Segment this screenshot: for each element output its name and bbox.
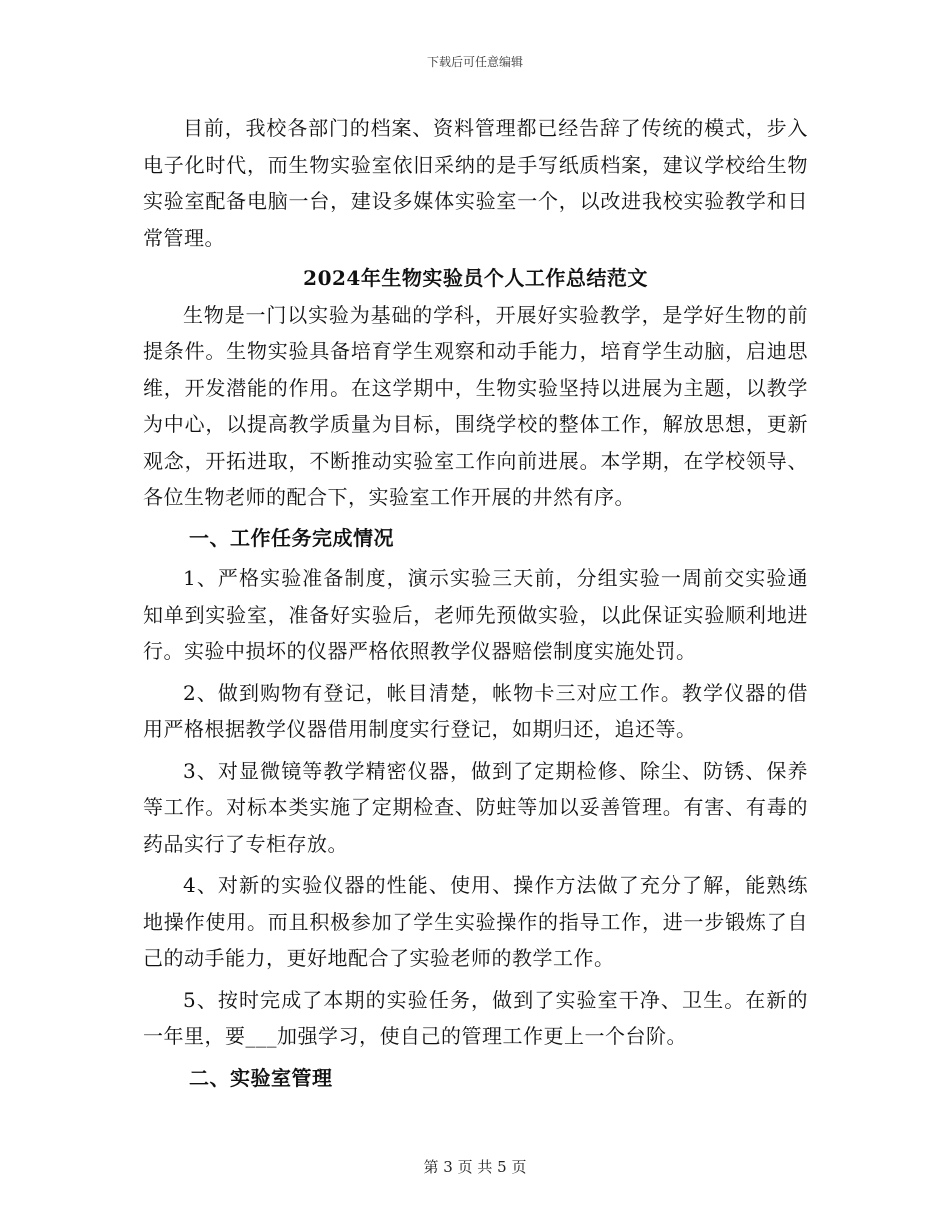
section-1-heading: 一、工作任务完成情况 [189,525,394,550]
section-1-item-1: 1、严格实验准备制度，演示实验三天前，分组实验一周前交实验通知单到实验室，准备好实验后，老师先预做实验，以此保证实验顺利地进行。实验中损坏的仪器严格依照教学仪器赔偿制度实施处罚。 [143,566,808,663]
section-1-item-2: 2、做到购物有登记，帐目清楚，帐物卡三对应工作。教学仪器的借用严格根据教学仪器借用制度实行登记，如期归还，追还等。 [143,680,808,741]
page-footer: 第 3 页 共 5 页 [423,1158,527,1176]
section-1-item-3: 3、对显微镜等教学精密仪器，做到了定期检修、除尘、防锈、保养等工作。对标本类实施了定期检查、防蛀等加以妥善管理。有害、有毒的药品实行了专柜存放。 [143,758,808,856]
section-1-item-5: 5、按时完成了本期的实验任务，做到了实验室干净、卫生。在新的一年里，要___加强学习，使自己的管理工作更上一个台阶。 [143,987,808,1048]
document-body [143,110,808,1100]
page-header: 下载后可任意编辑 [426,55,523,69]
intro-paragraph: 目前，我校各部门的档案、资料管理都已经告辞了传统的模式，步入电子化时代，而生物实验室依旧采纳的是手写纸质档案，建议学校给生物实验室配备电脑一台，建设多媒体实验室一个，以改进我校实验教学和日常管理。 [143,116,808,250]
section-1-item-4: 4、对新的实验仪器的性能、使用、操作方法做了充分了解，能熟练地操作使用。而且积极参加了学生实验操作的指导工作，进一步锻炼了自己的动手能力，更好地配合了实验老师的教学工作。 [143,873,808,970]
lead-paragraph: 生物是一门以实验为基础的学科，开展好实验教学，是学好生物的前提条件。生物实验具备培育学生观察和动手能力，培育学生动脑，启迪思维，开发潜能的作用。在这学期中，生物实验坚持以进展为主题，以教学为中心，以提高教学质量为目标，围绕学校的整体工作，解放思想，更新观念，开拓进取，不断推动实验室工作向前进展。本学期，在学校领导、各位生物老师的配合下，实验室工作开展的井然有序。 [143,302,808,509]
document-title: 2024年生物实验员个人工作总结范文 [303,266,648,290]
section-2-heading: 二、实验室管理 [189,1065,333,1090]
